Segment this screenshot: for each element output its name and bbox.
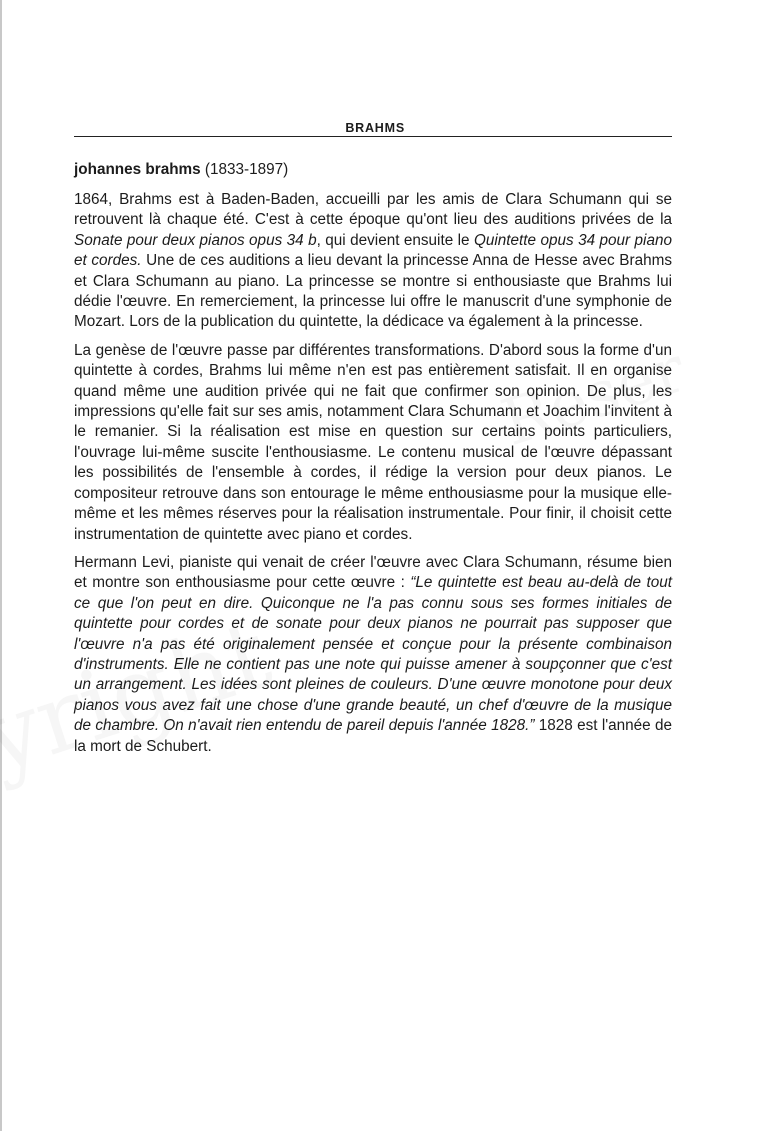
paragraph: [74, 553, 672, 757]
header-rule: [74, 136, 672, 137]
paragraph-text: 1864, Brahms est à Baden-Baden, accueilli par les amis de Clara Schumann qui se retrouvent là chaque été. C'est à cette époque qu'ont lieu des auditions privées de la: [74, 191, 672, 229]
italic-text: “Le quintette est beau au-delà de tout ce que l'on peut en dire. Quiconque ne l'a pas connu sous ses formes initiales de quintette pour cordes et de sonate pour deux pianos ne pourrait pas supposer que l'œuvre n'a pas été originalement pensée et conçue pour la présente combinaison d'instruments. Elle ne contient pas une note qui puisse amener à soupçonner que c'est un arrangement. Les idées sont pleines de couleurs. D'une œuvre monotone pour deux pianos vous avez fait une chose d'une grande beauté, un chef d'œuvre de la musique de chambre. On n'avait rien entendu de pareil depuis l'année 1828.”: [74, 574, 672, 735]
paragraph-text: Une de ces auditions a lieu devant la princesse Anna de Hesse avec Brahms et Clara Schumann au piano. La princesse se montre si enthousiaste que Brahms lui dédie l'œuvre. En remerciement, la princesse lui offre le manuscrit d'une symphonie de Mozart. Lors de la publication du quintette, la dédicace va également à la princesse.: [74, 252, 672, 331]
paragraph-text: La genèse de l'œuvre passe par différentes transformations. D'abord sous la forme d'un quintette à cordes, Brahms lui même n'en est pas entièrement satisfait. Il en organise quand même une audition privée qui ne fait que confirmer son opinion. De plus, les impressions qu'elle fait sur ses amis, notamment Clara Schumann et Joachim l'invitent à le remanier. Si la réalisation est mise en question sur certains points particuliers, l'ouvrage lui-même suscite l'enthousiasme. Le contenu musical de l'œuvre dépassant les possibilités de l'ensemble à cordes, il rédige la version pour deux pianos. Le compositeur retrouve dans son entourage le même enthousiasme pour la musique elle-même et les mêmes réserves pour la réalisation instrumentale. Pour finir, il choisit cette instrumentation de quintette avec piano et cordes.: [74, 341, 672, 543]
article-body: [74, 160, 672, 765]
italic-text: Quintette opus 34 pour piano et cordes.: [74, 231, 672, 270]
running-head: BRAHMS: [345, 121, 405, 135]
paragraph-text: Hermann Levi, pianiste qui venait de créer l'œuvre avec Clara Schumann, résume bien et montre son enthousiasme pour cette œuvre :: [74, 553, 672, 592]
composer-heading: [74, 160, 672, 180]
paragraph: [74, 341, 672, 545]
composer-name: johannes brahms: [74, 161, 201, 178]
page-edge: [0, 0, 2, 1131]
paragraph-text: 1828 est l'année de la mort de Schubert.: [74, 717, 672, 755]
paragraph-text: , qui devient ensuite le: [316, 231, 474, 249]
italic-text: Sonate pour deux pianos opus 34 b: [74, 231, 317, 249]
composer-dates: (1833-1897): [200, 161, 289, 178]
paragraphs: [74, 190, 672, 757]
paragraph: [74, 190, 672, 333]
